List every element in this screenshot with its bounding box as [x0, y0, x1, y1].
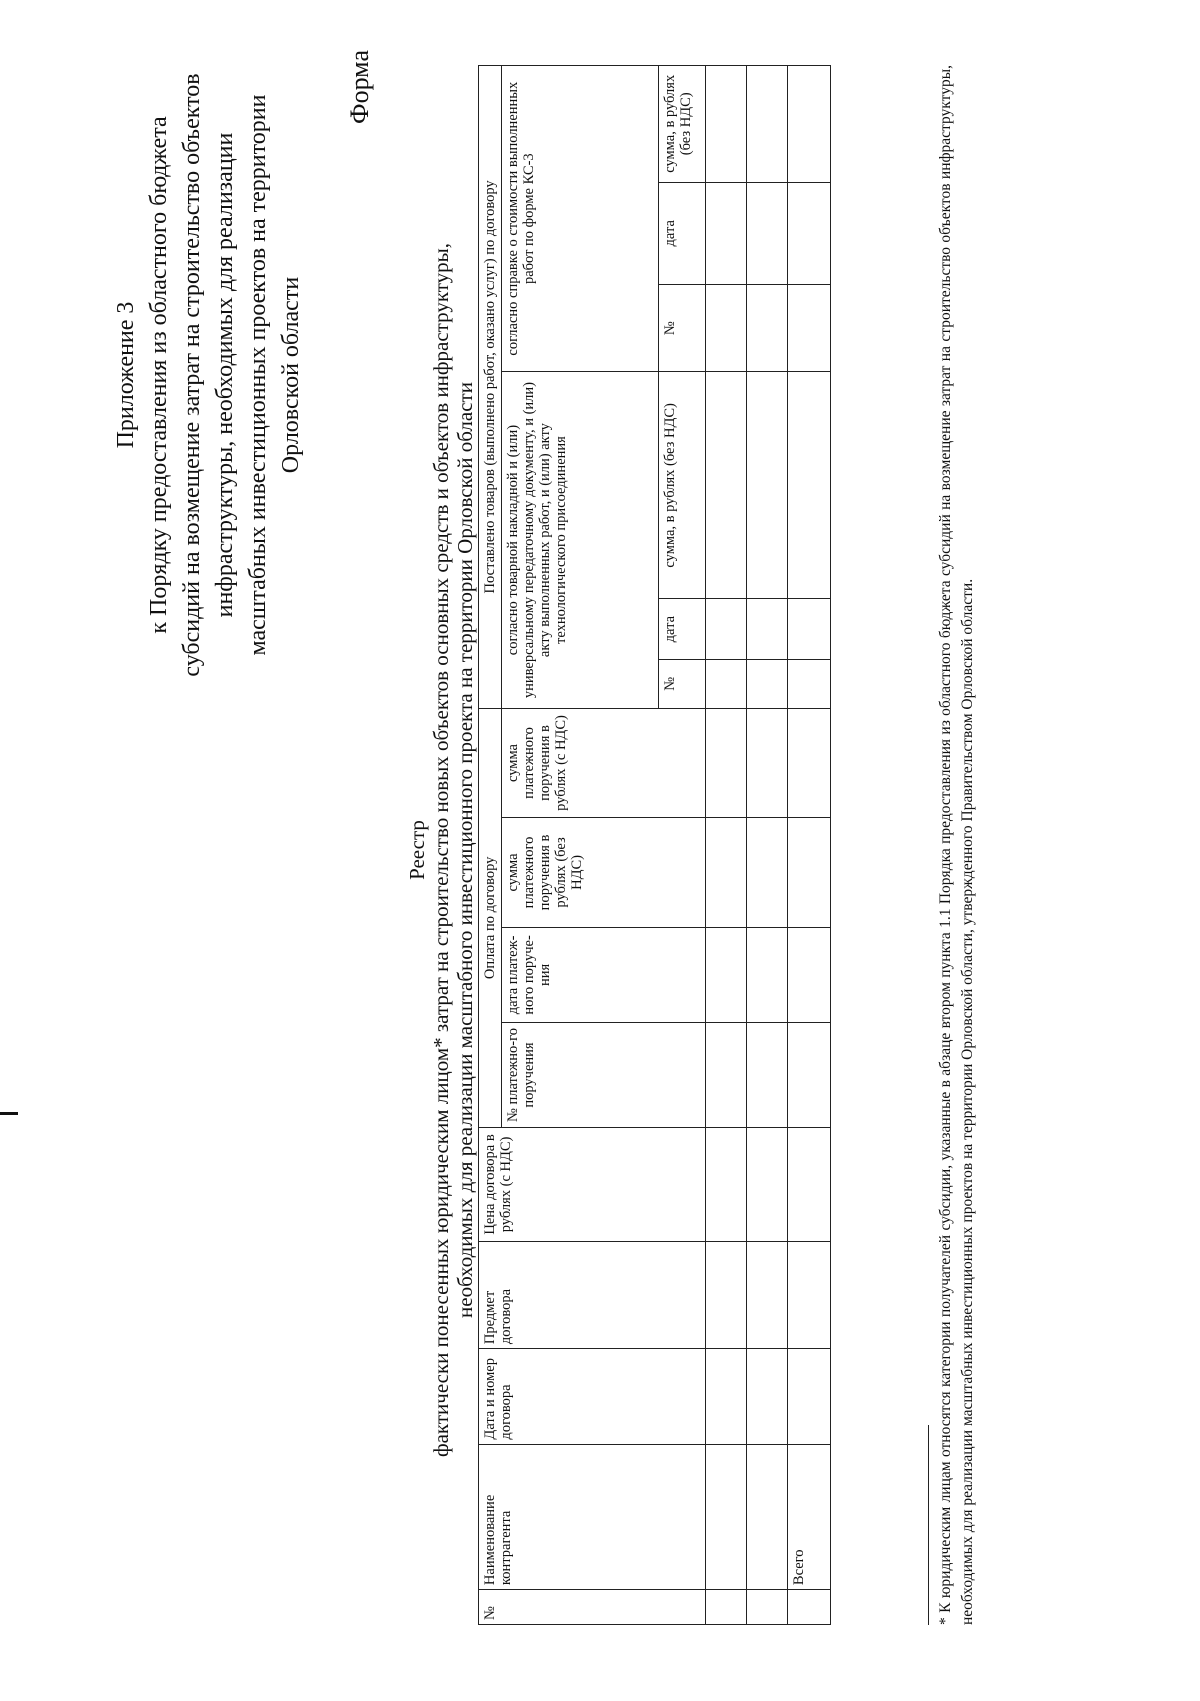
header-line: субсидий на возмещение затрат на строительство объектов	[179, 73, 205, 677]
table-cell	[747, 1023, 788, 1128]
table-cell	[706, 1349, 747, 1444]
form-label: Форма	[345, 50, 374, 124]
table-cell	[706, 182, 747, 284]
appendix-header	[110, 40, 308, 710]
table-cell	[706, 927, 747, 1022]
table-row	[747, 66, 788, 1625]
header-cell-pay-sum-no-vat: сумма платежного поручения в рублях (без НДС)	[502, 818, 706, 927]
table-cell	[788, 285, 831, 372]
table-cell	[747, 1349, 788, 1444]
header-cell-contract-date-no: Дата и номер договора	[479, 1349, 706, 1444]
table-cell	[788, 66, 831, 183]
table-cell	[706, 818, 747, 927]
header-line: Орловской области	[278, 276, 304, 474]
header-group-delivered: Поставлено товаров (выполнено работ, оказано услуг) по договору	[479, 66, 502, 709]
header-row-1	[479, 66, 502, 1625]
table-cell	[788, 182, 831, 284]
header-cell-pay-sum-vat: сумма платежного поручения в рублях (с НДС)	[502, 708, 706, 817]
header-cell-price: Цена договора в рублях (с НДС)	[479, 1127, 706, 1241]
table-cell	[788, 927, 831, 1022]
total-row	[788, 66, 831, 1625]
header-line: к Порядку предоставления из областного бюджета	[146, 116, 172, 634]
table-cell	[788, 1023, 831, 1128]
header-cell-pay-no: № платежно-го поручения	[502, 1023, 706, 1128]
table-cell	[706, 1444, 747, 1590]
table-cell	[747, 818, 788, 927]
table-cell	[788, 708, 831, 817]
header-line: инфраструктуры, необходимых для реализации	[212, 132, 238, 618]
header-cell-subject: Предмет договора	[479, 1242, 706, 1349]
header-cell-invoice-group: согласно товарной накладной и (или) универсальному передаточному документу, и (или) акту выполненных работ, и (или) акту технологического присоединения	[502, 372, 659, 708]
table-cell	[747, 708, 788, 817]
table-cell	[747, 599, 788, 660]
table-cell	[706, 66, 747, 183]
footnote: * К юридическим лицам относятся категории получателей субсидии, указанные в абзаце втором пункта 1.1 Порядка предоставления из областного бюджета субсидий на возмещение затрат на строительство объектов инфраструктуры, необходимых для реализации масштабных инвестиционных проектов на территории Орловской области, утвержденного Правительством Орловской области.	[937, 65, 976, 1625]
header-cell-ks3-date: дата	[659, 182, 706, 284]
table-row	[706, 66, 747, 1625]
header-cell-counterparty: Наименование контрагента	[479, 1444, 706, 1590]
table-cell	[788, 818, 831, 927]
table-cell	[747, 927, 788, 1022]
table-cell	[788, 659, 831, 708]
table-cell	[747, 66, 788, 183]
table-cell	[747, 372, 788, 599]
table-cell	[788, 599, 831, 660]
table-cell	[706, 659, 747, 708]
header-line: масштабных инвестиционных проектов на территории	[245, 94, 271, 656]
header-group-payment: Оплата по договору	[479, 708, 502, 1127]
header-cell-ks3-no: №	[659, 285, 706, 372]
table-cell	[747, 1127, 788, 1241]
table-cell	[706, 285, 747, 372]
scan-edge-mark	[0, 1112, 18, 1115]
header-cell-pay-date: дата платеж-ного поруче-ния	[502, 927, 706, 1022]
table-cell	[788, 372, 831, 599]
registry-table	[478, 65, 831, 1625]
table-cell	[706, 1242, 747, 1349]
header-cell-ks3-group: согласно справке о стоимости выполненных работ по форме КС-3	[502, 66, 659, 372]
table-cell	[706, 599, 747, 660]
table-cell	[747, 659, 788, 708]
header-cell-invoice-no: №	[659, 659, 706, 708]
registry-subtitle-line: фактически понесенных юридическим лицом* затрат на строительство новых объектов основных средств и объектов инфраструктуры,	[429, 242, 453, 1458]
table-cell	[747, 285, 788, 372]
table-cell	[706, 1023, 747, 1128]
total-label: Всего	[788, 1444, 831, 1590]
table-cell	[788, 1242, 831, 1349]
header-cell-invoice-sum: сумма, в рублях (без НДС)	[659, 372, 706, 599]
registry-title: Реестр	[405, 820, 429, 880]
header-cell-ks3-sum: сумма, в рублях (без НДС)	[659, 66, 706, 183]
table-cell	[747, 1242, 788, 1349]
table-cell	[706, 1127, 747, 1241]
footnote-divider	[928, 1425, 929, 1625]
table-cell	[788, 1590, 831, 1625]
table-cell	[747, 1590, 788, 1625]
header-cell-invoice-date: дата	[659, 599, 706, 660]
table-cell	[706, 1590, 747, 1625]
registry-subtitle-line: необходимых для реализации масштабного инвестиционного проекта на территории Орловской области	[453, 382, 477, 1318]
table-cell	[788, 1127, 831, 1241]
table-cell	[706, 372, 747, 599]
header-cell-no: №	[479, 1590, 706, 1625]
table-cell	[706, 708, 747, 817]
registry-title-block	[405, 70, 477, 1630]
table-cell	[747, 182, 788, 284]
table-cell	[788, 1349, 831, 1444]
rotated-page	[30, 30, 1170, 1670]
table-cell	[747, 1444, 788, 1590]
header-line: Приложение 3	[113, 301, 139, 449]
